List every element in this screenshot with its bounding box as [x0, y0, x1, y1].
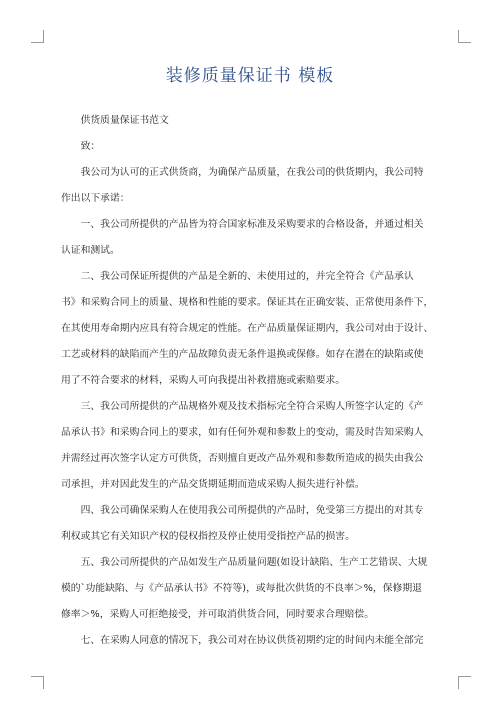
document-line: 二、我公司保证所提供的产品是全新的、未使用过的，并完全符合《产品承认	[80, 271, 414, 282]
document-line: 供货质量保证书范文	[80, 115, 169, 126]
document-line: 利权或其它有关知识产权的侵权指控及停止使用受指控产品的损害。	[61, 531, 355, 542]
document-line: 修率＞%，采购人可拒绝接受，并可取消供货合同，同时要求合理赔偿。	[61, 609, 375, 620]
document-line: 五、我公司所提供的产品如发生产品质量问题(如设计缺陷、生产工艺错误、大规	[80, 557, 428, 568]
document-line: 品承认书》和采购合同上的要求，如有任何外观和参数上的变动，需及时告知采购人	[61, 427, 424, 438]
document-line: 四、我公司确保采购人在使用我公司所提供的产品时，免受第三方提出的对其专	[80, 505, 424, 516]
document-line: 工艺或材料的缺陷而产生的产品故障负责无条件退换或保修。如存在潜在的缺陷或使	[61, 349, 424, 360]
document-line: 模的`功能缺陷、与《产品承认书》不符等)，或每批次供货的不良率＞%，保修期退	[61, 583, 422, 594]
page-corner-mark-bottom-left	[31, 676, 44, 689]
page-corner-mark-bottom-right	[458, 676, 471, 689]
document-line: 司承担，并对因此发生的产品交货期延期而造成采购人损失进行补偿。	[61, 479, 365, 490]
document-line: 书》和采购合同上的质量、规格和性能的要求。保证其在正确安装、正常使用条件下，	[61, 297, 434, 308]
document-line: 认证和测试。	[61, 245, 120, 256]
document-line: 我公司为认可的正式供货商，为确保产品质量，在我公司的供货期内，我公司特	[80, 167, 424, 178]
page-corner-mark-top-left	[31, 30, 44, 43]
document-line: 七、在采购人同意的情况下，我公司对在协议供货初期约定的时间内未能全部完	[80, 635, 424, 646]
document-line: 一、我公司所提供的产品皆为符合国家标准及采购要求的合格设备，并通过相关	[80, 219, 424, 230]
document-line: 三、我公司所提供的产品规格外观及技术指标完全符合采购人所签字认定的《产	[80, 401, 424, 412]
document-line: 在其使用寿命期内应具有符合规定的性能。在产品质量保证期内，我公司对由于设计、	[61, 323, 434, 334]
document-line: 并需经过再次签字认定方可供货，否则擅自更改产品外观和参数所造成的损失由我公	[61, 453, 424, 464]
document-body	[61, 108, 439, 654]
page-corner-mark-top-right	[458, 30, 471, 43]
document-line: 用了不符合要求的材料，采购人可向我提出补救措施或索赔要求。	[61, 375, 346, 386]
document-line: 致：	[80, 141, 101, 152]
document-title: 装修质量保证书 模板	[165, 66, 335, 86]
document-line: 作出以下承诺：	[61, 193, 130, 204]
